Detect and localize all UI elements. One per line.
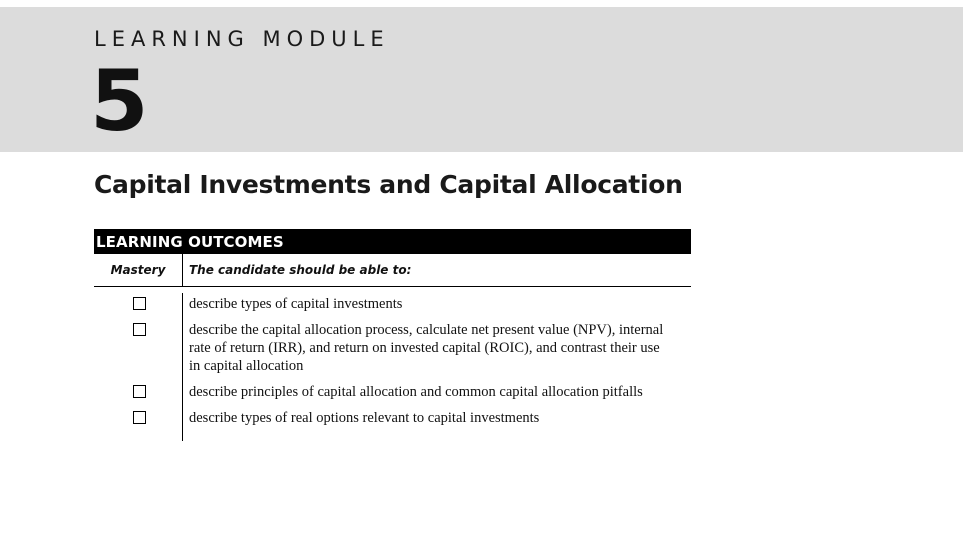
page-title: Capital Investments and Capital Allocation bbox=[94, 170, 683, 199]
module-number: 5 bbox=[90, 52, 149, 150]
outcome-text: describe types of real options relevant to capital investments bbox=[189, 410, 540, 426]
outcome-text: describe types of capital investments bbox=[189, 296, 403, 312]
mastery-checkbox[interactable] bbox=[133, 411, 146, 424]
learning-outcomes-table bbox=[94, 229, 691, 441]
learning-outcomes-heading: LEARNING OUTCOMES bbox=[94, 229, 691, 254]
table-row bbox=[94, 381, 691, 407]
table-row bbox=[94, 319, 691, 381]
module-header-band bbox=[0, 7, 963, 152]
mastery-column-header: Mastery bbox=[94, 254, 183, 286]
table-header-row bbox=[94, 254, 691, 287]
outcome-rows bbox=[94, 287, 691, 441]
mastery-checkbox[interactable] bbox=[133, 385, 146, 398]
table-row bbox=[94, 407, 691, 433]
outcome-text: describe principles of capital allocation and common capital allocation pitfalls bbox=[189, 384, 643, 400]
mastery-checkbox[interactable] bbox=[133, 297, 146, 310]
table-row bbox=[94, 293, 691, 319]
statement-column-header: The candidate should be able to: bbox=[189, 263, 412, 277]
outcome-text: describe the capital allocation process, calculate net present value (NPV), internal rate of return (IRR), and return on invested capital (ROIC), and contrast their use in capital allocation bbox=[189, 322, 664, 374]
module-label: LEARNING MODULE bbox=[94, 27, 390, 51]
mastery-checkbox[interactable] bbox=[133, 323, 146, 336]
column-divider-tail bbox=[94, 433, 183, 441]
